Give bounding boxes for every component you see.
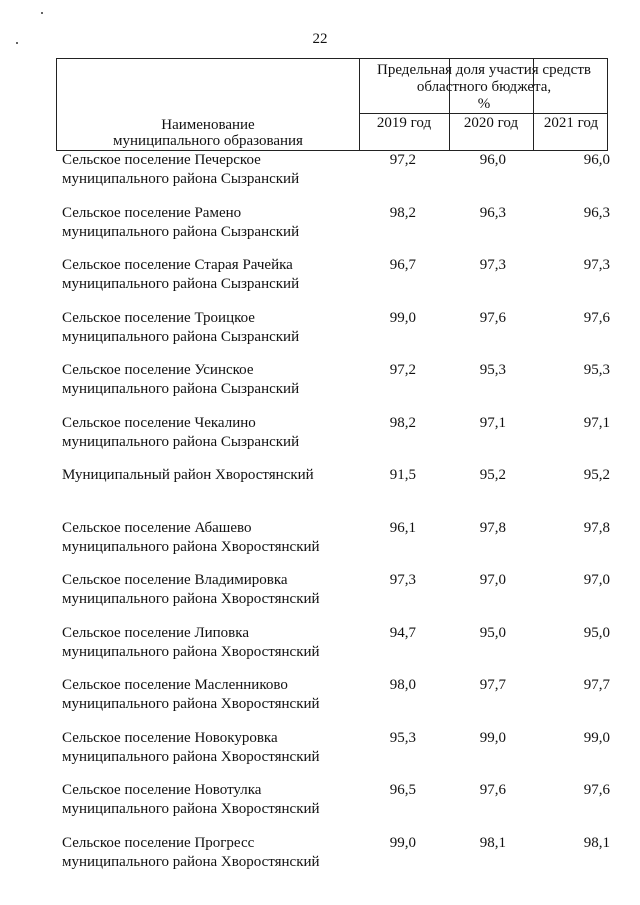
table-row <box>0 729 640 782</box>
value-2021: 95,0 <box>583 624 610 641</box>
value-2021: 95,2 <box>583 467 610 483</box>
municipality-name: Сельское поселение Печерское муниципального района Сызранский <box>62 152 300 187</box>
value-2020: 97,0 <box>479 572 506 588</box>
value-2019: 98,0 <box>389 677 416 693</box>
header-name-column <box>57 117 359 149</box>
value-2021: 97,3 <box>583 257 610 273</box>
municipality-name: Сельское поселение Новокуровка муниципального района Хворостянский <box>62 729 320 765</box>
value-2019: 97,2 <box>389 152 416 168</box>
municipality-name: Сельское поселение Рамено муниципального района Сызранский <box>62 204 300 240</box>
value-2021: 99,0 <box>583 729 610 746</box>
value-2019: 98,2 <box>389 414 416 431</box>
value-2021: 95,3 <box>583 362 610 378</box>
value-2019: 96,1 <box>389 519 416 536</box>
table-body <box>0 151 640 886</box>
value-2020: 96,3 <box>479 204 506 221</box>
municipality-name: Сельское поселение Абашево муниципального района Хворостянский <box>62 519 320 555</box>
value-2021: 96,3 <box>583 204 610 221</box>
value-2019: 97,3 <box>389 572 416 588</box>
value-2019: 99,0 <box>389 309 416 326</box>
value-2021: 97,1 <box>583 414 610 431</box>
header-share-line3: % <box>477 96 491 112</box>
header-name-line2: муниципального образования <box>113 133 303 149</box>
value-2020: 95,0 <box>479 624 506 641</box>
table-row <box>0 204 640 257</box>
value-2020: 98,1 <box>479 834 506 851</box>
value-2020: 95,3 <box>479 362 506 378</box>
value-2020: 97,6 <box>479 309 506 326</box>
value-2019: 95,3 <box>389 729 416 746</box>
value-2019: 94,7 <box>389 624 416 641</box>
value-2019: 98,2 <box>389 204 416 221</box>
table-header <box>56 58 608 151</box>
value-2021: 97,0 <box>583 572 610 588</box>
header-name-line1: Наименование <box>161 117 255 133</box>
page-number: 22 <box>312 31 328 47</box>
header-divider <box>359 113 608 114</box>
header-share-group <box>359 62 609 113</box>
value-2021: 98,1 <box>583 834 610 851</box>
header-share-line1: Предельная доля участия средств <box>377 62 591 78</box>
municipality-name: Сельское поселение Троицкое муниципального района Сызранский <box>62 309 300 345</box>
municipality-name: Сельское поселение Липовка муниципального района Хворостянский <box>62 624 320 660</box>
header-share-line2: областного бюджета, <box>416 79 552 95</box>
value-2020: 97,7 <box>479 677 506 693</box>
municipality-name: Сельское поселение Старая Рачейка муниципального района Сызранский <box>62 257 300 292</box>
municipality-name: Сельское поселение Усинское муниципального района Сызранский <box>62 362 300 397</box>
value-2019: 91,5 <box>389 467 416 483</box>
value-2021: 97,7 <box>583 677 610 693</box>
header-year-2019: 2019 год <box>376 115 432 131</box>
table-row <box>0 414 640 467</box>
scan-speck <box>41 12 43 14</box>
table-row <box>0 256 640 309</box>
value-2020: 95,2 <box>479 467 506 483</box>
value-2020: 97,6 <box>479 782 506 798</box>
header-year-2021: 2021 год <box>543 115 599 131</box>
value-2020: 97,8 <box>479 519 506 536</box>
value-2020: 97,1 <box>479 414 506 431</box>
value-2021: 96,0 <box>583 152 610 168</box>
value-2020: 96,0 <box>479 152 506 168</box>
value-2019: 96,7 <box>389 257 416 273</box>
value-2021: 97,6 <box>583 309 610 326</box>
table-row <box>0 309 640 362</box>
municipality-name: Муниципальный район Хворостянский <box>62 467 314 483</box>
table-row <box>0 624 640 677</box>
table-row <box>0 519 640 572</box>
table-row <box>0 834 640 887</box>
value-2021: 97,8 <box>583 519 610 536</box>
value-2020: 99,0 <box>479 729 506 746</box>
value-2019: 97,2 <box>389 362 416 378</box>
municipality-name: Сельское поселение Владимировка муниципального района Хворостянский <box>62 572 320 607</box>
table-row <box>0 361 640 414</box>
municipality-name: Сельское поселение Масленниково муниципального района Хворостянский <box>62 677 320 712</box>
value-2019: 99,0 <box>389 834 416 851</box>
value-2019: 96,5 <box>389 782 416 798</box>
value-2021: 97,6 <box>583 782 610 798</box>
municipality-name: Сельское поселение Прогресс муниципального района Хворостянский <box>62 834 320 870</box>
header-year-2020: 2020 год <box>463 115 519 131</box>
table-row <box>0 571 640 624</box>
table-row <box>0 781 640 834</box>
municipality-name: Сельское поселение Чекалино муниципального района Сызранский <box>62 414 300 450</box>
municipality-name: Сельское поселение Новотулка муниципального района Хворостянский <box>62 782 320 817</box>
table-row <box>0 466 640 519</box>
value-2020: 97,3 <box>479 257 506 273</box>
table-row <box>0 676 640 729</box>
table-row <box>0 151 640 204</box>
